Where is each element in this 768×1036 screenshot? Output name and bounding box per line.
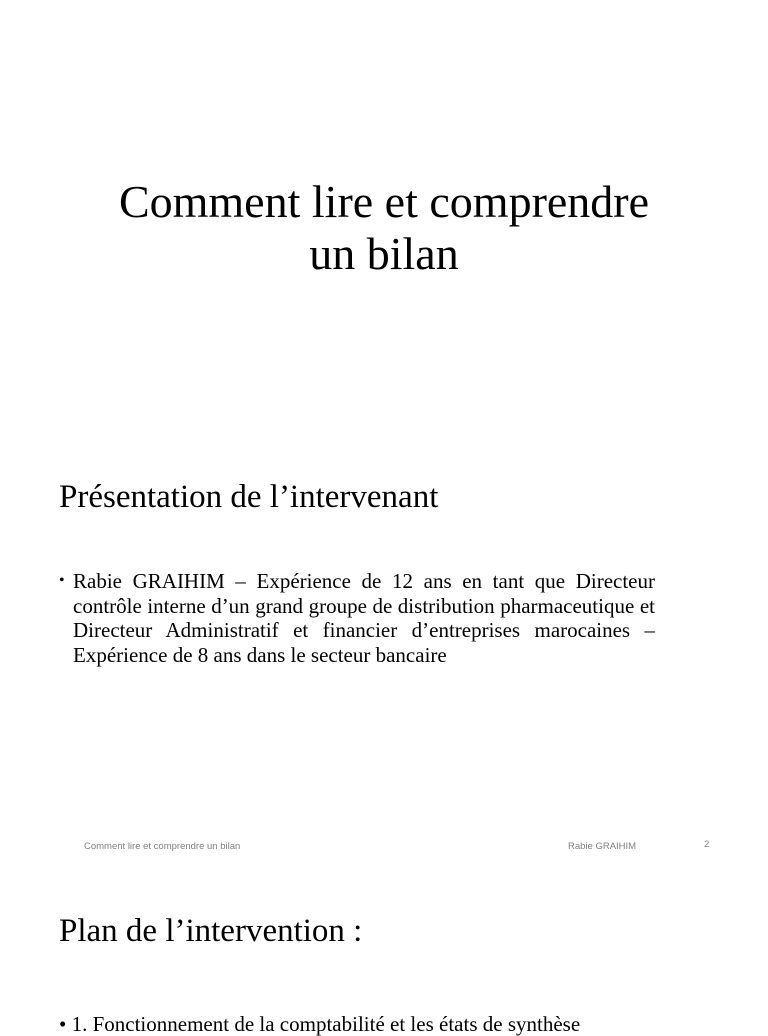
footer-presentation-title: Comment lire et comprendre un bilan — [84, 841, 241, 852]
plan-heading: Plan de l’intervention : — [59, 913, 363, 949]
footer-author: Rabie GRAIHIM — [568, 841, 637, 852]
footer-page-number: 2 — [704, 839, 710, 850]
bullet-item — [59, 569, 655, 667]
slide-title-line-1: Comment lire et comprendre — [118, 176, 650, 227]
slide-title-line-2: un bilan — [309, 228, 459, 279]
bullet-text: Rabie GRAIHIM – Expérience de 12 ans en tant que Directeur contrôle interne d’un grand groupe de distribution pharmaceutique et Directeur Administratif et financier d’entreprises marocaines – Expérience de 8 ans dans le secteur bancaire — [73, 569, 655, 667]
bullet-icon: • — [59, 572, 65, 589]
speaker-bullet-list — [59, 569, 655, 667]
slide-title — [60, 176, 708, 280]
plan-first-item: • 1. Fonctionnement de la comptabilité et les états de synthèse — [59, 1012, 581, 1036]
presentation-heading: Présentation de l’intervenant — [59, 479, 439, 515]
